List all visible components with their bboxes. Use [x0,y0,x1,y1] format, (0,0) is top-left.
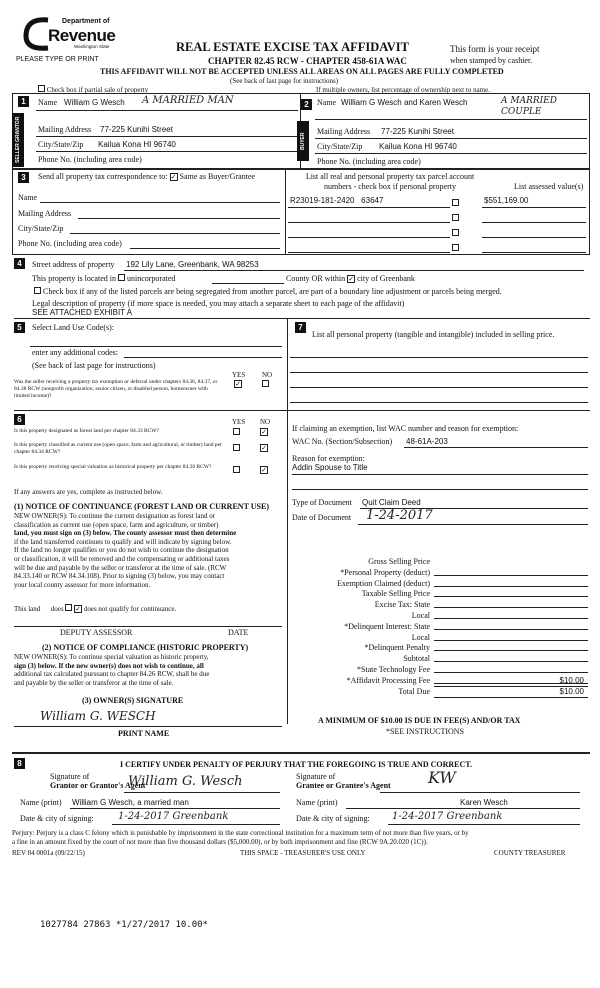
total-value[interactable]: $10.00 [559,687,584,696]
section-num: 2 [301,99,312,110]
rule [290,357,588,358]
parcels-header: List all real and personal property tax parcel account numbers - check box if personal property [305,172,475,191]
buyer-section [301,93,590,169]
located-line: This property is located in unincorporated [32,274,176,283]
notice2-title: (2) NOTICE OF COMPLIANCE (HISTORIC PROPERTY) [42,643,249,652]
personal-property-label: List all personal property (tangible and intangible) included in selling price. [312,330,555,339]
forest-question: Is this property designated as forest land per chapter 84.33 RCW? [14,428,159,434]
buyer-name[interactable]: William G Wesch and Karen Wesch [341,98,468,107]
buyer-mail-label: Mailing Address [317,127,371,136]
buyer-name-hw: A MARRIED COUPLE [501,96,557,117]
dept-label: Department of [62,18,110,25]
buyer-side-label: BUYER GRANTEE [297,121,309,161]
grantee-signature[interactable]: KW [428,768,456,787]
logo-sub: Washington State [74,44,110,49]
rule [14,410,590,411]
select-land-use: Select Land Use Code(s): [32,323,114,332]
seller-mail-label: Mailing Address [38,125,92,134]
rule [315,138,587,139]
section-num: 5 [14,322,25,333]
grantee-name-label: Name (print) [296,798,338,807]
deputy-assessor: DEPUTY ASSESSOR [60,628,133,637]
rule [292,489,588,490]
form-number: REV 84 0001a (09/22/15) [12,849,85,857]
exemption-label: If claiming an exemption, list WAC number and reason for exemption: [292,424,519,433]
seller-name-label: Name [38,98,58,107]
print-name-label: PRINT NAME [118,729,170,738]
rule [288,237,450,238]
minimum-note: A MINIMUM OF $10.00 IS DUE IN FEE(S) AND/OR TAX [318,716,521,725]
form-title: REAL ESTATE EXCISE TAX AFFIDAVIT [176,40,409,54]
assessed-1[interactable]: $551,169.00 [484,196,529,205]
rule [70,233,280,234]
rule [40,202,280,203]
seller-section [12,93,300,169]
rule [290,372,588,373]
doc-type-label: Type of Document [292,498,352,507]
section-num: 8 [14,758,25,769]
segregated-checkbox[interactable] [34,287,41,294]
perjury-text: Perjury: Perjury is a class C felony which is punishable by imprisonment in the state correctional institution for a maximum term of not more than five years, or by a fine in an amount fixed by the court of not more than five thousand dollars ($5,000.00), or by both imprisonment and fine (RCW 9A.20.020 (1C)). [12,829,469,846]
certify-text: I CERTIFY UNDER PENALTY OF PERJURY THAT THE FOREGOING IS TRUE AND CORRECT. [120,760,473,769]
rule [358,524,588,525]
rule [14,626,282,627]
street-address[interactable]: 192 Lily Lane, Greenbank, WA 98253 [126,260,259,269]
forest-yes-checkbox[interactable] [233,428,240,435]
corr-phone-label: Phone No. (including area code) [18,239,122,248]
current-use-question: Is this property classified as current use (open space, farm and agricultural, or timber) land per chapter 84.34 RCW? [14,442,222,455]
segregated-text: Check box if any of the listed parcels are being segregated from another parcel, are part of a boundary line adjustment or parcels being merged. [34,287,594,296]
reason-value[interactable]: Addin Spouse to Title [292,463,368,472]
notice1-text: NEW OWNER(S): To continue the current designation as forest land or classification as current use (open space, farm and agriculture, or timber) land, you must sign on (3) below. The county assessor must then determine if the land transferred continues to qualify and will indicate by signing below. If the land no longer qualifies or you do not wish to continue the designation or classification, it will be removed and the compensating or additional taxes will be due and payable by the seller or transferor at the time of sale. (RCW 84.33.140 or RCW 84.34.108). Prior to signing (3) below, you may contact your local county assessor for more information. [14,512,237,589]
wac-label: WAC No. (Section/Subsection) [292,437,393,446]
partial-sale-checkbox[interactable] [38,85,45,92]
yes-label: YES [232,371,246,379]
rule [36,110,298,111]
section-num: 4 [14,258,25,269]
divider [285,169,286,255]
seller-side-label: SELLER GRANTOR [12,113,24,167]
receipt-1: This form is your receipt [450,44,540,54]
tax-labels: Gross Selling Price *Personal Property (deduct) Exemption Claimed (deduct) Taxable Selling Price Excise Tax: State Local *Delinquent Interest: State Local *Delinquent Penalty Subtotal *State Technology Fee *Affidavit Processing Fee Total Due [337,557,430,696]
historic-question: Is this property receiving special valuation as historical property per chapter 84.26 RCW? [14,464,212,470]
legal-value[interactable]: SEE ATTACHED EXHIBIT A [32,308,133,317]
current-use-no-checkbox[interactable]: ✓ [261,444,267,452]
rule [292,474,588,475]
reason-label: Reason for exemption: [292,454,365,463]
rule [288,207,450,208]
buyer-name-label: Name [317,98,337,107]
grantee-date[interactable]: 1-24-2017 Greenbank [392,811,503,822]
county-treasurer: COUNTY TREASURER [494,849,566,857]
rule [388,824,580,825]
receipt-2: when stamped by cashier. [450,56,533,65]
rule [36,136,298,137]
seller-mail[interactable]: 77-225 Kunihi Street [100,125,173,134]
seller-phone-label: Phone No. (including area code) [38,155,142,164]
assessed-header: List assessed value(s) [514,182,584,191]
proc-fee-value[interactable]: $10.00 [559,676,584,685]
historic-yes-checkbox[interactable] [233,466,240,473]
yes-label: YES [232,418,246,426]
chapter: CHAPTER 82.45 RCW - CHAPTER 458-61A WAC [208,56,407,66]
corr-name-label: Name [18,193,38,202]
rule [434,697,588,698]
owner-sig-label: (3) OWNER(S) SIGNATURE [82,696,184,705]
doc-date[interactable]: 1-24-2017 [366,508,433,523]
grantor-name[interactable]: William G Wesch, a married man [72,798,189,807]
rule [315,119,587,120]
rule [482,252,586,253]
section-num: 7 [295,322,306,333]
personal-property-checkbox[interactable] [452,229,459,236]
not-accepted: THIS AFFIDAVIT WILL NOT BE ACCEPTED UNLESS ALL AREAS ON ALL PAGES ARE FULLY COMPLETED [100,67,504,76]
forest-no-checkbox[interactable]: ✓ [261,428,267,436]
wac-value[interactable]: 48-61A-203 [406,437,448,446]
if-yes-text: If any answers are yes, complete as instructed below. [14,488,163,496]
notice2-text: NEW OWNER(S): To continue special valuation as historic property, sign (3) below. If the new owner(s) does not wish to continue, all additional tax calculated pursuant to chapter 84.26 RCW, shall be due and payable by the seller or transferor at the time of sale. [14,653,210,687]
grantor-signature[interactable]: William G. Wesch [128,774,243,789]
corr-mail-label: Mailing Address [18,209,72,218]
dor-logo [18,12,118,54]
rule [290,387,588,388]
rule [315,153,587,154]
rule [288,252,450,253]
rule [346,808,580,809]
land-use-field[interactable] [30,346,282,347]
doc-type[interactable]: Quit Claim Deed [362,498,421,507]
unincorporated-checkbox[interactable] [118,274,125,281]
see-instructions: *SEE INSTRUCTIONS [386,727,465,736]
rule [36,151,298,152]
rule [290,402,588,403]
logo-text: Revenue [48,26,116,45]
rule [124,792,280,793]
partial-sale-label: Check box if partial sale of property [38,85,148,94]
date-label: DATE [228,628,249,637]
historic-no-checkbox[interactable]: ✓ [261,466,267,474]
section-num: 1 [18,96,29,107]
rule [482,237,586,238]
buyer-city[interactable]: Kailua Kona HI 96740 [379,142,457,151]
does-checkbox[interactable] [65,604,72,611]
type-or-print: PLEASE TYPE OR PRINT [16,56,99,63]
doc-date-label: Date of Document [292,513,352,522]
legal-label: Legal description of property (if more space is needed, you may attach a separate sheet to each page of the affidavit) [32,299,405,308]
rule [288,222,450,223]
city-checkbox[interactable]: ✓ [348,275,355,283]
section-num: 3 [18,172,29,183]
rule [112,824,280,825]
parcel-1[interactable]: R23019-181-2420 63647 [290,196,384,205]
rule [14,318,590,319]
buyer-mail[interactable]: 77-225 Kunihi Street [381,127,454,136]
correspondence-label: Send all property tax correspondence to: ✓ Same as Buyer/Grantee [38,172,256,181]
see-back: (See back of last page for instructions) [230,77,339,85]
grantee-name[interactable]: Karen Wesch [460,798,508,807]
rule [482,222,586,223]
seller-city-label: City/State/Zip [38,140,84,149]
personal-property-checkbox[interactable] [452,244,459,251]
grantor-name-label: Name (print) [20,798,62,807]
seller-city[interactable]: Kailua Kona HI 96740 [98,140,176,149]
exemption-question: Was the seller receiving a property tax exemption or deferral under chapters 84.36, 84.37, or 84.38 RCW (nonprofit organization, senior citizen, or disabled person, homeowner with limited income)? [14,379,218,399]
rule [70,808,280,809]
rule [12,752,590,754]
rule [124,270,584,271]
personal-property-checkbox[interactable] [452,214,459,221]
rule [14,726,282,727]
buyer-phone-label: Phone No. (including area code) [317,157,421,166]
buyer-city-label: City/State/Zip [317,142,363,151]
same-as-buyer-checkbox[interactable]: ✓ [170,173,177,181]
section-num: 6 [14,414,25,425]
divider [287,318,288,724]
seller-name-hw: A MARRIED MAN [142,95,234,106]
additional-codes-field[interactable] [124,357,282,358]
grantor-sig-label: Signature of Grantor or Grantor's Agent [50,772,146,790]
current-use-yes-checkbox[interactable] [233,444,240,451]
rule [212,283,284,284]
grantee-sig-label: Signature of Grantee or Grantee's Agent [296,772,391,790]
corr-city-label: City/State/Zip [18,224,64,233]
exemption-yes-checkbox[interactable]: ✓ [235,380,241,388]
county-line: County OR within ✓ city of Greenbank [286,274,415,283]
rule [130,248,280,249]
does-not-checkbox[interactable]: ✓ [75,605,82,613]
grantee-date-label: Date & city of signing: [296,814,370,823]
rule [482,207,586,208]
no-label: NO [262,371,273,379]
notice1-title: (1) NOTICE OF CONTINUANCE (FOREST LAND OR CURRENT USE) [14,502,269,511]
personal-property-checkbox[interactable] [452,199,459,206]
rule [380,792,580,793]
owner-signature[interactable]: William G. WESCH [40,709,156,723]
tax-value-rules [434,565,588,684]
seller-name[interactable]: William G Wesch [64,98,125,107]
grantor-date-label: Date & city of signing: [20,814,94,823]
street-label: Street address of property [32,260,115,269]
additional-codes: enter any additional codes: [32,348,118,357]
treasurer-space: THIS SPACE - TREASURER'S USE ONLY [240,849,366,857]
cashier-stamp: 1027784 27863 *1/27/2017 10.00* [40,920,208,930]
rule [404,447,588,448]
no-label: NO [260,418,271,426]
exemption-no-checkbox[interactable] [262,380,269,387]
multi-owners: If multiple owners, list percentage of ownership next to name. [316,86,490,94]
grantor-date[interactable]: 1-24-2017 Greenbank [118,811,229,822]
qualify-line: This land does ✓ does not qualify for continuance. [14,605,177,613]
land-use-see-back: (See back of last page for instructions) [32,361,156,370]
rule [78,218,280,219]
